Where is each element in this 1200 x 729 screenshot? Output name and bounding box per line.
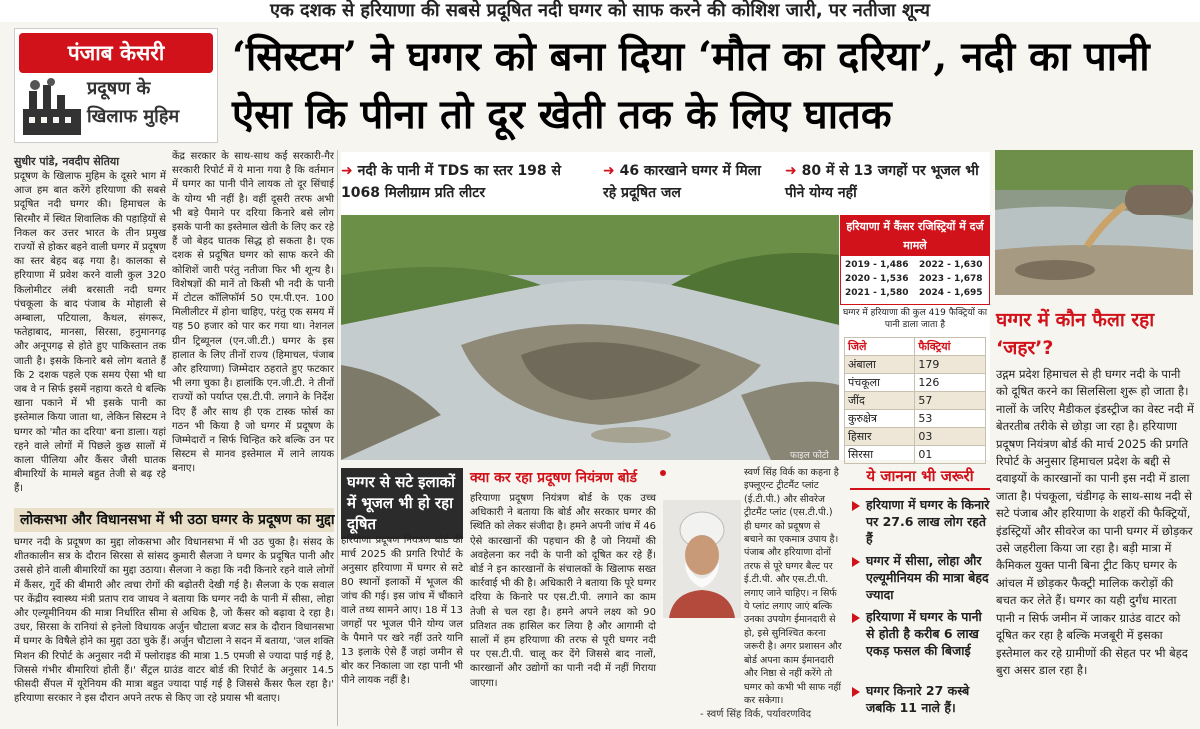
- drain-photo: [995, 150, 1193, 295]
- stats-bar: [341, 152, 990, 216]
- cancer-row: 2022 - 1,630: [919, 260, 983, 270]
- table-row: [845, 374, 986, 392]
- article-column-1: प्रदूषण के खिलाफ मुहिम के दूसरे भाग में आज हम बात करेंगे हरियाणा की सबसे प्रदूषित नदी घग्गर की। हिमाचल के सिरमौर में स्थित शिवालिक की पहाड़ियों से निकल कर उत्तर भारत के तीन प्रमुख राज्यों से होकर बहने वाली घग्गर में प्रदूषण का स्तर बेहद बढ़ गया है। कालका से हरियाणा में प्रवेश करने वाली कुल 320 किलोमीटर लंबी बरसाती नदी घग्गर पंचकूला के बाद पंजाब के मोहाली से अम्बाला, पटियाला, कैथल, संगरूर, फतेहाबाद, मानसा, सिरसा, हनुमानगढ़ और अनूपगढ़ से होते हुए पाकिस्तान तक जाती है। इसके किनारे बसे लोग बताते हैं कि 2 दशक पहले एक समय ऐसा भी था जब वे न सिर्फ इसमें नहाया करते थे बल्कि खाना पकाने में भी इसके पानी का इस्तेमाल किया जाता था, लेकिन सिस्टम ने घग्गर को 'मौत का दरिया' बना डाला। यहां रहने वाले लोगों में पिछले कुछ सालों में काला पीलिया और कैंसर जैसी घातक बीमारियों के मामले बहुत तेजी से बढ़ रहे हैं।: [14, 171, 166, 495]
- arrow-icon: ➜: [785, 163, 802, 179]
- groundwater-article: हरियाणा प्रदूषण नियंत्रण बोर्ड की मार्च 2025 की प्रगति रिपोर्ट के अनुसार हरियाणा में घग्गर से सटे 80 स्थानों इलाकों में भूजल की जांच की गई। इस जांच में चौंकाने वाले तथ्य सामने आए। 18 में 13 जगहों पर भूजल पीने योग्य जल के पैमाने पर खरे नहीं उतरे यानि 13 इलाके ऐसे हैं जहां जमीन से बोर कर निकाला जा रहा पानी भी पीने लायक नहीं है।: [341, 535, 463, 686]
- cancer-cases-box: [840, 215, 990, 305]
- campaign-line1: प्रदूषण के: [87, 78, 151, 99]
- article-column-2: केंद्र सरकार के साथ-साथ कई सरकारी-गैर सरकारी रिपोर्ट में ये माना गया है कि वर्तमान में घग्गर का पानी पीने लायक तो दूर सिंचाई के योग्य भी नहीं है। वहीं दूसरी तरफ अभी भी बड़े पैमाने पर दरिया किनारे बसे लोग इसके पानी का इस्तेमाल खेती के लिए कर रहे हैं जो बेहद घातक सिद्ध हो सकता है। एक दशक से प्रदूषित घग्गर को साफ करने की कोशिशें जारी परंतु नतीजा फिर भी शून्य है। विशेषज्ञों की मानें तो किसी भी नदी के पानी में टोटल कॉलिफॉर्म 50 एम.पी.एन. 100 मिलीलीटर में होना चाहिए, परंतु एक समय में यह 50 हजार को पार कर गया था। नेशनल ग्रीन ट्रिब्यूनल (एन.जी.टी.) घग्गर के इस हालात के लिए तीनों राज्य (हिमाचल, पंजाब और हरियाणा) जिम्मेदार ठहराते हुए फटकार भी लगा चुका है। हालांकि एन.जी.टी. ने तीनों राज्यों को पर्याप्त एस.टी.पी. लगाने के निर्देश दिए हैं और साथ ही एक टास्क फोर्स का गठन भी किया है जो घग्गर में प्रदूषण के जिम्मेदारों न सिर्फ चिन्हित करे बल्कि उन पर सिस्टम से मानव इस्तेमाल में लाने लायक बनाए।: [172, 151, 334, 475]
- arrow-icon: ➜: [603, 163, 620, 179]
- district-cell: जींद: [845, 392, 915, 410]
- main-headline: ‘सिस्टम’ ने घग्गर को बना दिया ‘मौत का दरिया’, नदी का पानी ऐसा कि पीना तो दूर खेती तक के लिए घातक: [232, 33, 1150, 138]
- campaign-line2: खिलाफ मुहिम: [87, 106, 180, 127]
- factories-table: [844, 337, 986, 464]
- count-cell: 57: [915, 392, 986, 410]
- cancer-row: 2023 - 1,678: [919, 274, 983, 284]
- fact-item: हरियाणा में घग्गर के पानी से होती है करीब 6 लाख एकड़ फसल की बिजाई: [850, 608, 990, 659]
- right-heading: घग्गर में कौन फैला रहा ‘जहर’?: [996, 309, 1155, 359]
- table-row: [845, 356, 986, 374]
- factories-table-box: [840, 305, 990, 460]
- cancer-row: 2020 - 1,536: [845, 274, 909, 284]
- right-article: उद्गम प्रदेश हिमाचल से ही घग्गर नदी के पानी को दूषित करने का सिलसिला शुरू हो जाता है। नालों के जरिए मैडीकल इंडस्ट्रीज का वेस्ट नदी में बेतरतीब तरीके से छोड़ा जा रहा है। हरियाणा प्रदूषण नियंत्रण बोर्ड की मार्च 2025 की प्रगति रिपोर्ट के अनुसार हिमाचल प्रदेश के बद्दी से दवाइयों के कारखानों का पानी इस नदी में डाला जाता है। पंचकूला, चंडीगढ़ के साथ-साथ नदी से सटे पंजाब और हरियाणा के शहरों की फैक्ट्रियों, इंडस्ट्रियों और सीवरेज का पानी घग्गर में छोड़कर उसे जहरीला किया जा रहा है। बड़ी मात्रा में कैमिकल युक्त पानी बिना ट्रीट किए घग्गर के आंचल में छोड़कर फैक्ट्री मालिक करोड़ों की बचत कर लेते हैं। घग्गर का यही दुर्गंध मारता पानी न सिर्फ जमीन में जाकर ग्राउंड वाटर को दूषित कर रहा है बल्कि मजबूरी में इसका इस्तेमाल कर रहे ग्रामीणों की सेहत पर भी बेहद बुरा असर डाल रहा है।: [996, 367, 1194, 677]
- table-row: [845, 428, 986, 446]
- expert-quote: स्वर्ण सिंह विर्क का कहना है इफ्लूएन्ट ट्रीटमैंट प्लांट (ई.टी.पी.) और सीवरेज ट्रीटमैंट प्लांट (एस.टी.पी.) ही घग्गर को प्रदूषण से बचाने का एकमात्र उपाय है। पंजाब और हरियाणा दोनों तरफ से पूरे घग्गर बैल्ट पर ई.टी.पी. और एस.टी.पी. लगाए जाने चाहिए। न सिर्फ ये प्लांट लगाए जाएं बल्कि उनका उपयोग ईमानदारी से हो, इसे सुनिश्चित करना जरूरी है। अगर प्रशासन और बोर्ड अपना काम ईमानदारी और निष्ठा से नहीं करेंगे तो घग्गर को कभी भी साफ नहीं कर सकेगा।: [744, 467, 842, 706]
- groundwater-heading: घग्गर से सटे इलाकों में भूजल भी हो रहा दूषित: [341, 468, 463, 539]
- fact-item: घग्गर में सीसा, लोहा और एल्यूमीनियम की मात्रा बेहद ज्यादा: [850, 552, 990, 603]
- col-district: जिले: [845, 338, 915, 356]
- col-count: फैक्ट्रियां: [915, 338, 986, 356]
- cancer-box-title: हरियाणा में कैंसर रजिस्ट्रियों में दर्ज मामले: [841, 216, 989, 256]
- count-cell: 01: [915, 446, 986, 464]
- table-row: [845, 446, 986, 464]
- count-cell: 179: [915, 356, 986, 374]
- board-heading: क्या कर रहा प्रदूषण नियंत्रण बोर्ड: [470, 470, 637, 486]
- fact-item: घग्गर किनारे 27 कस्बे जबकि 11 नाले हैं।: [850, 682, 990, 716]
- count-cell: 03: [915, 428, 986, 446]
- table-row: [845, 392, 986, 410]
- quote-bullet-icon: [660, 470, 666, 476]
- river-photo: [341, 215, 839, 460]
- stat-factories: ➜ 46 कारखाने घग्गर में मिला रहे प्रदूषित जल: [603, 163, 761, 201]
- factory-icon: [21, 79, 83, 137]
- table-header-row: [845, 338, 986, 356]
- photo-credit: फाइल फोटो: [790, 451, 829, 461]
- table-row: [845, 410, 986, 428]
- cancer-row: 2024 - 1,695: [919, 288, 983, 298]
- campaign-logo: [14, 28, 218, 143]
- parliament-article: घग्गर नदी के प्रदूषण का मुद्दा लोकसभा और विधानसभा में भी उठ चुका है। संसद के शीतकालीन सत्र के दौरान सिरसा से सांसद कुमारी सैलजा ने घग्गर के प्रदूषित पानी और उससे होने वाली बीमारियों का मुद्दा उठाया। सैलजा ने कहा कि नदी किनारे रहने वाले लोगों में कैंसर, गुर्दे की बीमारी और त्वचा रोगों की बढ़ोतरी देखी गई है। सैलजा के एक सवाल पर केंद्रीय स्वास्थ्य मंत्री प्रताप राव जाधव ने बताया कि घग्गर नदी के पानी में सीसा, लोहा और एल्यूमीनियम की मात्रा निर्धारित सीमा से अधिक है, जो कैंसर को बढ़ावा दे रहा है। उधर, सिरसा के रानियां से इनेलो विधायक अर्जुन चौटाला बजट सत्र के दौरान विधानसभा में घग्गर के विषैले होने का मुद्दा उठा चुके हैं। अर्जुन चौटाला ने सदन में बताया, 'जल शक्ति मिशन की रिपोर्ट के अनुसार नदी में फ्लोराइड की मात्रा 1.5 एमजी से ज्यादा पाई गई है, जिससे गंभीर बीमारियां होती हैं।' सैंट्रल ग्राउंड वाटर बोर्ड की रिपोर्ट के अनुसार 14.5 फीसदी सैंपल में यूरेनियम की मात्रा बहुत ज्यादा पाई गई है जिससे कैंसर फैल रहा है।' हरियाणा सरकार ने इस दौरान अपने तरफ से किए जा रहे प्रयास भी बताए।: [14, 537, 334, 705]
- district-cell: पंचकूला: [845, 374, 915, 392]
- cancer-row: 2021 - 1,580: [845, 288, 909, 298]
- factories-caption: घग्गर में हरियाणा की कुल 419 फैक्ट्रियों का पानी डाला जाता है: [842, 308, 988, 330]
- expert-photo: [663, 500, 741, 618]
- brand-name: पंजाब केसरी: [19, 33, 213, 73]
- district-cell: हिसार: [845, 428, 915, 446]
- stat-groundwater: ➜ 80 में से 13 जगहों पर भूजल भी पीने योग्य नहीं: [785, 163, 979, 201]
- district-cell: सिरसा: [845, 446, 915, 464]
- subheading-parliament: लोकसभा और विधानसभा में भी उठा घग्गर के प्रदूषण का मुद्दा: [14, 508, 334, 532]
- fact-item: हरियाणा में घग्गर के किनारे पर 27.6 लाख लोग रहते हैं: [850, 496, 990, 547]
- kicker-line: एक दशक से हरियाणा की सबसे प्रदूषित नदी घग्गर को साफ करने की कोशिश जारी, पर नतीजा शून्य: [0, 0, 1200, 22]
- quote-attribution: - स्वर्ण सिंह विर्क, पर्यावरणविद: [700, 709, 812, 720]
- board-article: हरियाणा प्रदूषण नियंत्रण बोर्ड के एक उच्च अधिकारी ने बताया कि बोर्ड और सरकार घग्गर की स्थिति को लेकर संजीदा है। हमने अपनी जांच में 46 ऐसे कारखानों की पहचान की है जो नियमों की अवहेलना कर नदी के पानी को दूषित कर रहे हैं। बोर्ड ने इन कारखानों के संचालकों के खिलाफ सख्त कार्रवाई भी की है। अधिकारी ने बताया कि पूरे घग्गर दरिया के किनारे पर एस.टी.पी. लगाने का काम तेजी से चल रहा है। हमने अपने लक्ष्य को 90 प्रतिशत तक हासिल कर लिया है और आगामी दो सालों में हम हरियाणा की तरफ से पूरी घग्गर नदी पर एस.टी.पी. चालू कर देंगे जिससे बाद नालों, कारखानों और उद्योगों का पानी नदी में नहीं गिराया जाएगा।: [470, 493, 656, 689]
- cancer-row: 2019 - 1,486: [845, 260, 909, 270]
- facts-heading: ये जानना भी जरूरी: [850, 464, 990, 490]
- byline: सुधीर पांडे, नवदीप सेतिया: [14, 155, 120, 168]
- column-divider: [337, 150, 338, 726]
- arrow-icon: ➜: [341, 163, 358, 179]
- count-cell: 126: [915, 374, 986, 392]
- count-cell: 53: [915, 410, 986, 428]
- district-cell: कुरुक्षेत्र: [845, 410, 915, 428]
- stat-tds: ➜ नदी के पानी में TDS का स्तर 198 से 1068 मिलीग्राम प्रति लीटर: [341, 163, 562, 201]
- district-cell: अंबाला: [845, 356, 915, 374]
